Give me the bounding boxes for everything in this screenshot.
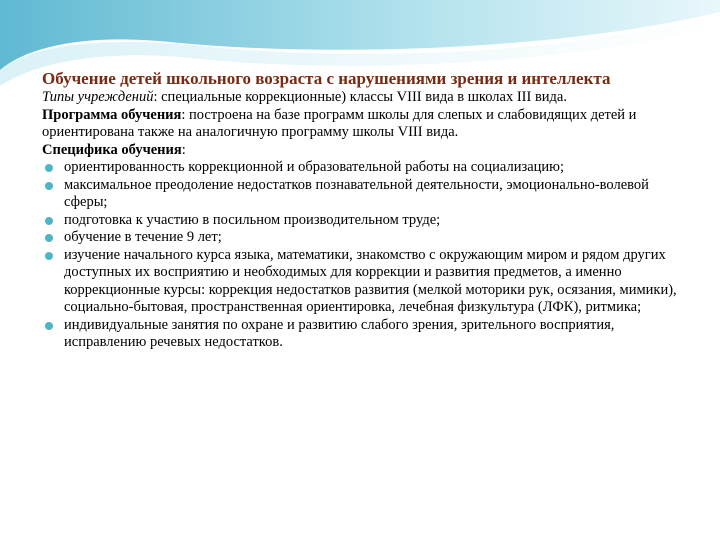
bullet-icon xyxy=(45,252,53,260)
bullet-icon xyxy=(45,322,53,330)
institutions-paragraph xyxy=(42,89,682,107)
specifics-colon: : xyxy=(181,141,186,158)
bullet-icon xyxy=(45,217,53,225)
list-item: ориентированность коррекционной и образовательной работы на социализацию; xyxy=(42,159,682,177)
list-item: обучение в течение 9 лет; xyxy=(42,229,682,247)
bullet-icon xyxy=(45,182,53,190)
specifics-list xyxy=(42,159,682,352)
slide-title: Обучение детей школьного возраста с нарушениями зрения и интеллекта xyxy=(42,69,611,88)
institutions-label: Типы учреждений xyxy=(42,89,154,105)
program-paragraph xyxy=(42,107,682,142)
list-item: максимальное преодоление недостатков познавательной деятельности, эмоционально-волевой сферы; xyxy=(42,177,682,212)
list-item: изучение начального курса языка, математики, знакомство с окружающим миром и рядом других доступных их восприятию и необходимых для коррекции и развития предметов, а именно коррекционные курсы: коррекция недостатков развития (мелкой моторики рук, осязания, мимики), социально-бытовая, пространственная ориентировка, лечебная физкультура (ЛФК), ритмика; xyxy=(42,247,682,317)
list-item: подготовка к участию в посильном производительном труде; xyxy=(42,212,682,230)
specifics-label: Специфика обучения xyxy=(42,141,182,158)
program-text: : построена на базе программ школы для слепых и слабовидящих детей и ориентирована также на аналогичную программу школы VIII вида. xyxy=(42,106,637,140)
bullet-icon xyxy=(45,164,53,172)
slide-content xyxy=(42,70,682,352)
list-item: индивидуальные занятия по охране и развитию слабого зрения, зрительного восприятия, исправлению речевых недостатков. xyxy=(42,317,682,352)
specifics-heading xyxy=(42,142,682,160)
bullet-icon xyxy=(45,234,53,242)
program-label: Программа обучения xyxy=(42,106,182,123)
institutions-text: : специальные коррекционные) классы VIII вида в школах III вида. xyxy=(153,89,567,105)
